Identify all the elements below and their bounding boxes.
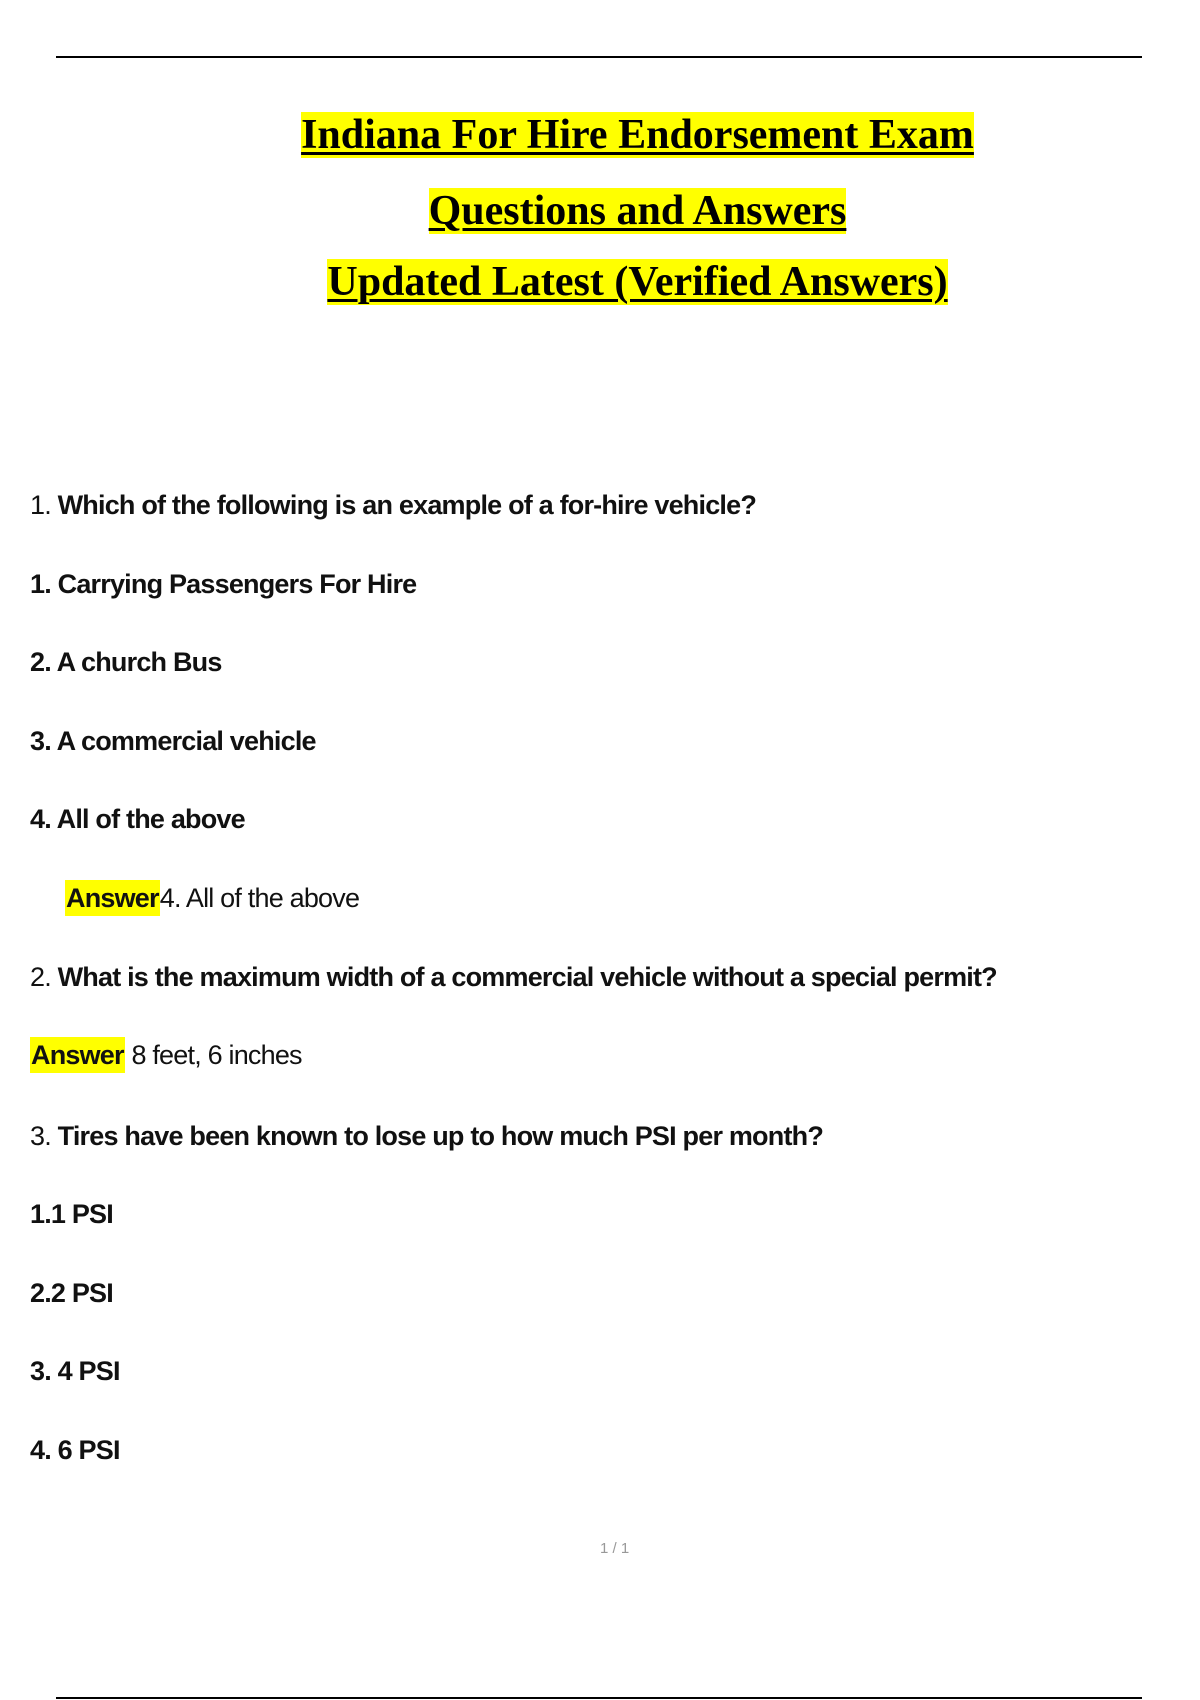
- top-rule: [56, 56, 1142, 58]
- title-text-2: Questions and Answers: [428, 188, 847, 234]
- question-2: [30, 960, 997, 994]
- title-text-1: Indiana For Hire Endorsement Exam: [301, 112, 974, 158]
- answer-2: [30, 1038, 302, 1072]
- title-text-3: Updated Latest (Verified Answers): [327, 259, 948, 305]
- question-text: Tires have been known to lose up to how much PSI per month?: [57, 1121, 824, 1151]
- question-1: [30, 488, 756, 522]
- answer-text: 4. All of the above: [159, 883, 360, 913]
- title-line-2: [0, 187, 1200, 235]
- question-text: Which of the following is an example of a for-hire vehicle?: [57, 490, 757, 520]
- answer-text: 8 feet, 6 inches: [131, 1040, 302, 1070]
- answer-1: [65, 881, 359, 915]
- option: 3. A commercial vehicle: [30, 726, 316, 756]
- option: 2. A church Bus: [30, 647, 222, 677]
- question-text: What is the maximum width of a commercial vehicle without a special permit?: [57, 962, 997, 992]
- bottom-rule: [56, 1697, 1142, 1699]
- page-indicator: 1 / 1: [600, 1540, 630, 1557]
- option: 4. All of the above: [30, 804, 245, 834]
- question-number: 1.: [30, 490, 51, 520]
- title-line-1: [0, 111, 1200, 159]
- question-3: [30, 1119, 823, 1153]
- title-line-3: [0, 258, 1200, 306]
- option: 3. 4 PSI: [30, 1356, 120, 1386]
- option: 2.2 PSI: [30, 1278, 113, 1308]
- answer-label: Answer: [30, 1037, 125, 1073]
- question-number: 2.: [30, 962, 51, 992]
- option: 4. 6 PSI: [30, 1435, 120, 1465]
- answer-label: Answer: [65, 880, 160, 916]
- option: 1.1 PSI: [30, 1199, 113, 1229]
- question-number: 3.: [30, 1121, 51, 1151]
- option: 1. Carrying Passengers For Hire: [30, 569, 417, 599]
